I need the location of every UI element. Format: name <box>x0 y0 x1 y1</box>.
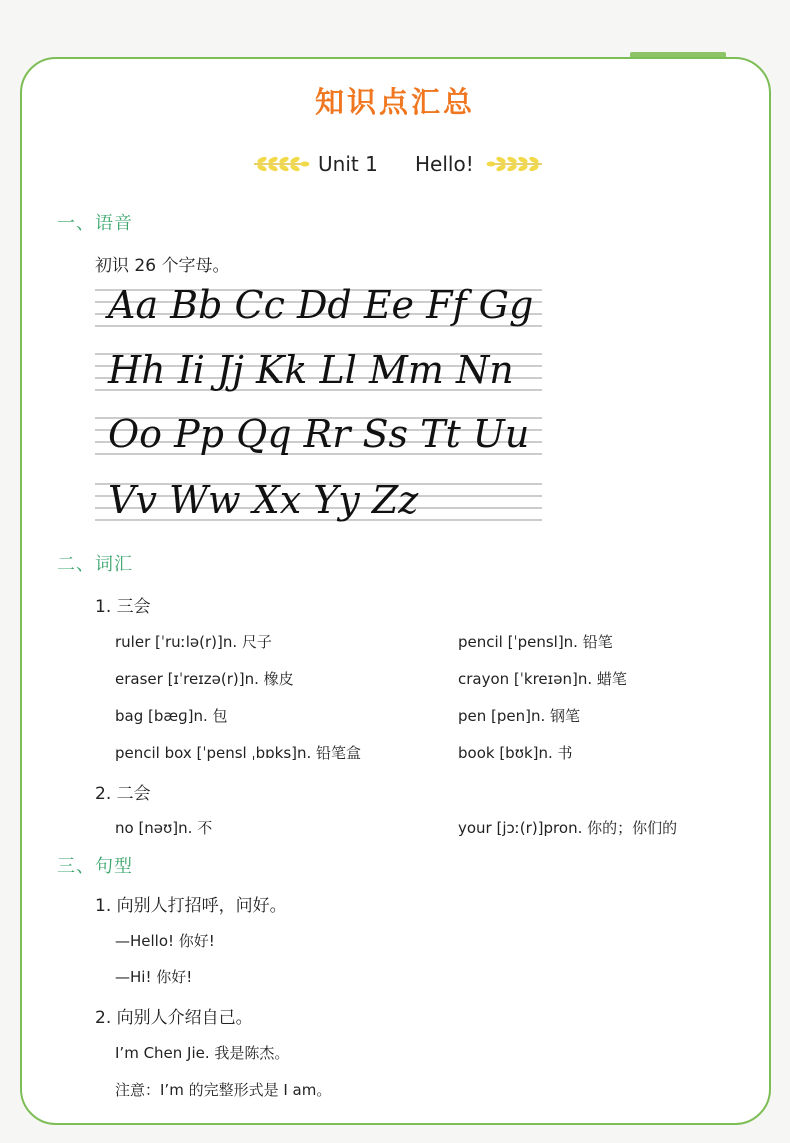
section-heading-phonics: 一、语音 <box>57 213 133 234</box>
sentence-item-title: 1. 向别人打招呼，问好。 <box>95 896 287 916</box>
alphabet-intro: 初识 26 个字母。 <box>95 256 230 276</box>
alphabet-row: Aa Bb Cc Dd Ee Ff Gg <box>108 283 534 327</box>
sentence-line: —Hello! 你好! <box>115 932 215 950</box>
vocab-item: pen [pen]n. 钢笔 <box>458 707 581 725</box>
sentence-item-title: 2. 向别人介绍自己。 <box>95 1008 253 1028</box>
vocab-item: pencil [ˈpensl]n. 铅笔 <box>458 633 613 651</box>
vocab-group-label: 1. 三会 <box>95 597 151 617</box>
vocab-item: crayon [ˈkreɪən]n. 蜡笔 <box>458 670 627 688</box>
section-heading-sentences: 三、句型 <box>57 856 133 877</box>
alphabet-row: Oo Pp Qq Rr Ss Tt Uu <box>108 412 530 456</box>
vocab-item: pencil box [ˈpensl ˌbɒks]n. 铅笔盒 <box>115 744 362 762</box>
wheat-right-icon <box>486 154 544 174</box>
unit-heading <box>250 150 550 180</box>
sentence-note: 注意：I’m 的完整形式是 I am。 <box>115 1081 332 1099</box>
vocab-item: your [jɔː(r)]pron. 你的；你们的 <box>458 819 678 837</box>
lesson-title: Hello! <box>415 152 474 176</box>
sentence-line: I’m Chen Jie. 我是陈杰。 <box>115 1044 290 1062</box>
alphabet-row: Vv Ww Xx Yy Zz <box>108 478 419 522</box>
vocab-item: ruler [ˈruːlə(r)]n. 尺子 <box>115 633 272 651</box>
page-title: 知识点汇总 <box>314 85 475 119</box>
alphabet-row: Hh Ii Jj Kk Ll Mm Nn <box>108 348 514 392</box>
unit-number: Unit 1 <box>318 152 378 176</box>
vocab-item: book [bʊk]n. 书 <box>458 744 573 762</box>
wheat-left-icon <box>252 154 310 174</box>
sentence-line: —Hi! 你好! <box>115 968 193 986</box>
vocab-item: bag [bæɡ]n. 包 <box>115 707 228 725</box>
section-heading-vocabulary: 二、词汇 <box>57 554 133 575</box>
vocab-item: no [nəʊ]n. 不 <box>115 819 213 837</box>
vocab-group-label: 2. 二会 <box>95 784 151 804</box>
vocab-item: eraser [ɪˈreɪzə(r)]n. 橡皮 <box>115 670 294 688</box>
